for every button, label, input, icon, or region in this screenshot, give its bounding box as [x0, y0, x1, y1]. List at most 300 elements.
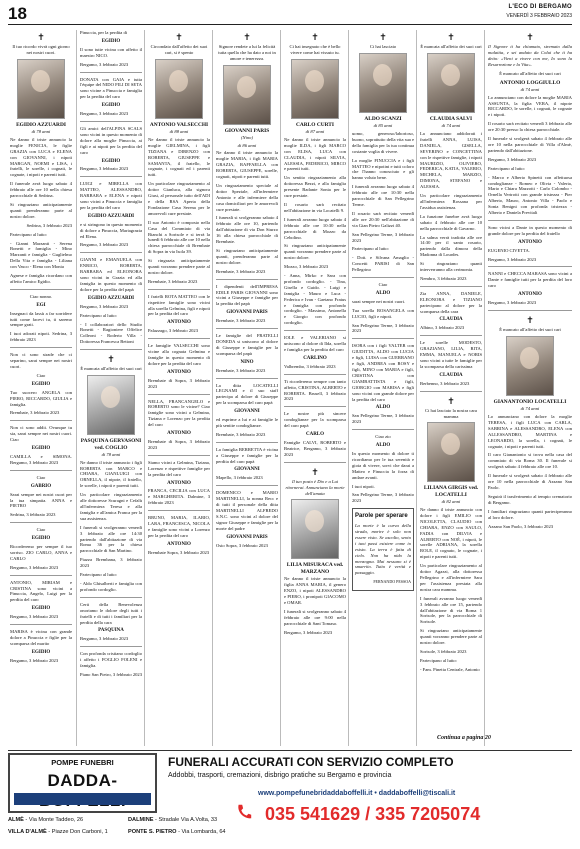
ceremony-text: Il funerale si svolgerà sabato 4 febbraio alle ore 10 nella parrocchiale di Villa d'Almè, partendo dall'abitazione.: [488, 136, 572, 153]
condolence-text: Pinuccia, per la perdita di: [80, 30, 128, 35]
ad-headline: FUNERALI ACCURATI CON SERVIZIO COMPLETO: [168, 755, 454, 769]
participants-list: - Anna, Mirko e Sara con profondo cordoglio. - Tina, Gisella e Guido. - Luigi e famiglia - Mauro e Luca - Federica e Ivan - Gaetano Fratus e famiglia con profondo cordoglio. - Massimo, Antonella e Giorgio con profondo cordoglio.: [284, 273, 346, 326]
condolence-text: Insegnaci da lassù a far sorridere tutti come facevi tu, ti saremo sempre grati.: [10, 310, 72, 328]
separator: [80, 597, 142, 598]
ceremony-text: Il funerale avrà luogo sabato 4 febbraio alle ore 10 nella chiesa parrocchiale di Sedrina.: [10, 181, 72, 199]
deceased-name: ALDO: [375, 443, 391, 449]
deceased-name: GIOVANNI PARIS: [226, 534, 268, 540]
thanks-text: Seguirà il trasferimento al tempio crematorio di Bergamo.: [488, 493, 572, 505]
deceased-name: LILIANA GIRGIS ved. LOCATELLI: [423, 485, 479, 498]
deceased-name: EGIDIO: [31, 606, 51, 612]
separator: [216, 485, 278, 486]
column-3: [148, 30, 210, 559]
phone-icon: [235, 803, 253, 821]
condolence-signature: Brembate di Sopra, 3 febbraio 2023: [148, 377, 210, 389]
closing-signature: San Pellegrino Terme, 3 febbraio 2023: [352, 231, 414, 243]
condolence-text: Le famiglie del FRATELLI DONEDA si uniscono al dolore di Giuseppe e famiglie per la scomparsa del papà: [216, 333, 278, 356]
column-rule: [348, 30, 349, 746]
condolence-signature: Bergamo, 3 febbraio 2023: [80, 61, 129, 67]
condolence-signature: Brembate, 3 febbraio 2023: [216, 318, 266, 324]
deceased-name: EGIDIO: [31, 381, 51, 387]
deceased-name: ANTONIO: [167, 541, 191, 547]
condolence-text: Agnese e famiglia ricordano con affetto l'amico Egidio.: [10, 273, 72, 284]
column-rule: [484, 30, 485, 746]
separator: [10, 347, 72, 348]
closing-signature: Sorisole, 3 febbraio 2023: [420, 648, 467, 654]
column-8: [488, 30, 572, 532]
condolence-text: NELLA, FRANCANGELO e ROBERTO sono le vicine? Ciao famiglie sono vicini a Gelmina, Tiziana e Lorenzo per la perdita del caro: [148, 398, 210, 428]
condolence-signature: Bergamo, 3 febbraio 2023: [10, 564, 59, 570]
deceased-name: EGIDIO AZZUARDI: [16, 121, 66, 128]
condolence-signature: Bergamo, 3 febbraio 2023: [10, 614, 59, 620]
column-rule: [144, 30, 145, 746]
portrait-photo: [291, 59, 339, 119]
deceased-name: ANTONIO: [167, 369, 191, 375]
deceased-name: PASQUINA GERVASONI ved. COGLIO: [80, 438, 142, 451]
condolence-signature: Palazzago, 3 febbraio 2023: [148, 328, 199, 334]
separator: [420, 391, 482, 392]
ceremony-text: Il funerale si svolgerà sabato 4 febbraio alle ore 10 nella parrocchiale di Azzano San Paolo.: [488, 473, 572, 490]
thanks-text: Un particolare ringraziamento all'infermiera Rossana per l'assidua assistenza.: [420, 193, 482, 210]
verse-text: Il Signore ti ha chiamato, stremato dalla malattia, e sei andato da Colui che ti ha detto: «Vieni a vivere con me, Io sono la Resurrezione e la Vita».: [488, 44, 572, 67]
thanks-text: Un particolare ringraziamento al dottor Agazzi, alla dottoressa Pellegrino e all'infermiere Sara per l'assistenza prestata alla nostra cara mamma.: [420, 563, 482, 592]
ceremony-text: I funerali avranno luogo venerdì 3 febbraio alle ore 15, partendo dall'abitazione di via Roma 1 Sorisole, per la parrocchiale di Sorisole.: [420, 595, 482, 625]
cross-icon: ✝: [107, 354, 115, 365]
column-rule: [280, 30, 281, 746]
thanks-text: Un ringraziamento speciale al dottor Speziale, all'infermiere Antonio e alle infermiere della casa domiciliari per le amorevoli cure prestate.: [216, 182, 278, 212]
condolence-signature: Brembate, 3 febbraio 2023: [216, 431, 266, 437]
condolence-signature: Bergamo, 3 febbraio 2023: [80, 636, 129, 642]
condolence-text: Certi della Benevolenza onoriamo le dolore degli tutti i fratelli e di tutti i familiari per la perdita della cara: [80, 601, 142, 625]
column-rule: [212, 30, 213, 746]
continued-note: Continua a pagina 20: [437, 735, 491, 741]
cross-icon: ✝: [526, 32, 534, 42]
condolence-text: Siamo vicini a Gelmina, Tiziana, Lorenzo e rispettive famiglie per la perdita del caro: [148, 459, 210, 477]
rosary-text: Il rosario sarà recitato venerdì 3 febbraio alle ore 20:30 presso la chiesa parrocchiale.: [488, 121, 572, 133]
funeral-home-logo: [8, 753, 157, 813]
portrait-photo: [17, 59, 65, 119]
condolence-signature: San Pellegrino Terme, 3 febbraio 2023: [352, 413, 414, 425]
condolence-signature: Brembate Sopra, 3 febbraio 2023: [148, 549, 210, 555]
address-location: DALMINE: [128, 817, 154, 823]
separator: [284, 406, 346, 407]
separator: [148, 510, 210, 511]
closing-signature: Sedrina, 3 febbraio 2023: [26, 222, 72, 228]
rosary-text: Il caro Gianantonio si trova nella casa del commiato di via Roma 30. Il funerale si svolgerà sabato 4 febbraio alle ore 10.: [488, 452, 572, 470]
deceased-name: CLAUDIA: [439, 372, 463, 378]
condolence-signature: Bergamo, 3 febbraio 2023: [10, 657, 59, 663]
condolence-text: Il sono tutte vicina con affetto il maestro NICO.: [80, 46, 142, 58]
closing-text: Si ringraziano anticipatamente quanti, prenderanno parte al nostro dolore.: [216, 248, 278, 265]
cross-icon: ✝: [175, 32, 183, 42]
quote-box-author: FERNANDO PESSOA: [373, 579, 411, 585]
deceased-name: EGIDIO AZZUARDI: [87, 295, 135, 301]
condolence-text: Ricorderemo per sempre il tuo sorriso. ZIO CARLO, ANNA e CARLO: [10, 544, 72, 561]
column-2: [80, 30, 142, 681]
condolence-text: La ditta LOCATELLI LEGNAMI e il suo staff partecipa al dolore di Giuseppe per la scomparsa del caro papà: [216, 382, 278, 406]
portrait-photo: [87, 375, 135, 435]
thanks-text: Un particolare ringraziamento al dottor Gianluca, alla signora Giusi, al personale tutto dell'ADI e della RSA Aperta della Fondazione Casa Serena per le amorevoli cure prestate.: [148, 181, 210, 216]
address-street: - Via Lombarda, 64: [178, 829, 226, 835]
portrait-photo: [291, 499, 339, 559]
announcement-text: Ne danno il triste annuncio la moglie MARIA, i figli MARIA GRAZIA, RAFFAELLA con ROBERTA, GIUSEPPE, sorelle, cognati, nipoti e parenti tutti.: [216, 150, 278, 180]
publication-date: VENERDÌ 3 FEBBRAIO 2023: [506, 13, 572, 19]
condolence-text: Zia ANNA, DANIELE, ELEONORA e TIZIANO partecipano al dolore per la scomparsa della cara: [420, 290, 482, 314]
address-villa-dalme: [8, 829, 108, 835]
condolence-signature: Albino, 3 febbraio 2023: [420, 325, 465, 331]
address-alme: [8, 817, 83, 823]
deceased-name: GABRIO: [30, 483, 52, 489]
separator: [284, 330, 346, 331]
cross-icon: ✝: [243, 32, 251, 42]
logo-stripe: [14, 793, 151, 805]
deceased-name: EGIDIO: [31, 649, 51, 655]
separator: [420, 286, 482, 287]
closing-text: Si ringraziano anticipatamente quanti vorranno prendere parte al nostro dolore.: [420, 628, 482, 646]
condolence-text: In questo momento di dolore ti ricordiamo per le tua serenità e gioia di vivere, sorvi che darai a Matteo e Finuccia la forza di andare avanti.: [352, 450, 414, 480]
intro-text: Signore rendete a lui la felicità tutta quella che ha dato a noi in amore e tenerezza.: [218, 44, 276, 61]
participants-title: Partecipano al lutto:: [80, 572, 117, 578]
condolence-signature: Bergamo, 3 febbraio 2023: [80, 166, 129, 172]
deceased-name: ANTONIO: [518, 292, 542, 298]
condolence-text: I fratelli ROTA MATTEO con le rispettive famiglie sono vicini alla sorella Gelmina, figli e nipoti per la perdita del caro: [148, 293, 210, 317]
portrait-photo: [427, 422, 475, 482]
condolence-text: Ciao: [36, 527, 46, 533]
separator: [80, 176, 142, 177]
address-location: VILLA D'ALMÈ: [8, 829, 47, 835]
condolence-signature: FRANCA, CECILIA con LUCA e MARGHERITA. Dalmine, 3 febbraio 2023: [148, 488, 210, 506]
separator: [488, 266, 572, 267]
announcement-text: Ne danno il triste annuncio la figlia ANNA MARIA, il genero ENZO, i nipoti ALESSANDRO e PIERO, i pronipoti GIACOMO e OMAR.: [284, 576, 346, 606]
announcement-text: La annunciano addolorati i fratelli ANNA, LUISA, DANIELA, GISELLA, SEVERINO e CONCETTINA con le rispettive famiglie, i nipoti MAURIZIO, OLIVIERO, FEDERICA, KATIA, VALERIO, MICHELA, MARZIO, DIMONA, STEFANO e ALESSIA.: [420, 131, 482, 190]
separator: [284, 462, 346, 463]
condolence-text: GIANNI e EMANUELA con ENRICO, ROBERTA, BARBARA ed ELEONORA sono vicini in Grazia ed alla famiglia in questo momento di dolore per la perdita del papà: [80, 257, 142, 292]
closing-signature: Brembate, 3 febbraio 2023: [216, 268, 266, 274]
deceased-age: di 88 anni: [169, 129, 189, 135]
separator: [80, 72, 142, 73]
condolence-signature: Mapello, 3 febbraio 2023: [216, 475, 263, 481]
condolence-text: NANNI e CHECCA MARASA sono vicini a Dante e famiglie tutti per la perdita del loro caro: [488, 271, 572, 289]
deceased-name: EGIDIO: [31, 536, 51, 542]
condolence-signature: Bergamo, 3 febbraio 2023: [80, 242, 129, 248]
closing-signature: Nembro, 3 febbraio 2023: [420, 275, 467, 281]
intro-text: È mancata all'affetto dei suoi cari: [420, 44, 482, 49]
ceremony-text: Il suo Antonio è composto nella Casa del Commiato di via Bianchi a Sorisole e si terrà la lunedì 6 febbraio alle ore 10 nella chiesa parrocchiale di Brembate di Sopra in via Isola 39.: [148, 219, 210, 255]
deceased-name: ANTONIO: [167, 480, 191, 486]
separator: [216, 378, 278, 379]
thanks-text: Un sentito ringraziamento alla dottoressa Bezzi, e alla famiglia presente Badante Sonia per le cure prestate.: [284, 175, 346, 199]
announcement-text: Ne danno il triste annuncio la moglie GIELMINA, i figli TIZIANA e DIRENZO con ROBERTA, GIUSEPPE e SAMANTA, il fratello, le cognate, i cognati ed i parenti tutti.: [148, 136, 210, 178]
ad-phone-numbers[interactable]: 035 541629 / 335 7205074: [265, 804, 481, 824]
separator: [148, 455, 210, 456]
announcement-text: Lo annunciano con dolore la moglie MARIA ASSUNTA, la figlia VERA, il nipote RICCARDO, le sorelle, i cognati, le cognate e i nipoti.: [488, 94, 572, 118]
deceased-name: PASQUINA: [98, 628, 124, 634]
closing-text: Si ringraziano anticipatamente quanti prenderanno parte al nostro dolore.: [10, 201, 72, 219]
separator: [148, 394, 210, 395]
separator: [420, 335, 482, 336]
cross-icon: ✝: [526, 315, 534, 325]
address-ponte-san-pietro: [128, 829, 226, 835]
page-number: 18: [8, 4, 27, 23]
ad-tagline: Addobbi, trasporti, cremazioni, disbrigo pratiche su Bergamo e provincia: [168, 772, 392, 779]
condolence-signature: Famiglie CALVI, ROBERTO e Beatrice, Bergamo, 3 febbraio 2023: [284, 439, 346, 457]
condolence-text: I tuoi nipoti.: [352, 483, 375, 489]
deceased-name: ALDO: [375, 405, 391, 411]
address-street: - Stradale Via A.Volta, 33: [155, 817, 218, 823]
announcement-text: Lo annunciano con dolore la moglie TERESA, i figli LUCA con CARLA, SABRINA e ALESSANDRO, ELENA con ALLESSANDRO, MARTINA e LEONARDO, la sorella, i cognati, le cognate, i nipoti e parenti tutti.: [488, 414, 572, 449]
closing-signature: Bergamo, 3 febbraio 2023: [488, 156, 537, 162]
condolence-signature: Valbrembo, 3 febbraio 2023: [284, 363, 336, 369]
separator: [10, 522, 72, 523]
deceased-name: EGIDIO AZZUARDI: [87, 213, 135, 219]
deceased-age: di 78 anni: [31, 129, 51, 135]
condolence-text: ed esprime a lui e ai famiglie le più sentite condoglianze.: [216, 417, 278, 428]
separator: [284, 374, 346, 375]
condolence-text: Ciao: [36, 372, 46, 378]
deceased-age: di 74 anni: [520, 87, 540, 93]
deceased-name: EGIDIO: [101, 38, 121, 44]
participants-title: Partecipano al lutto:: [420, 657, 457, 663]
deceased-name: CARLINO: [303, 355, 327, 361]
condolence-text: LUIGI e MIRELLA con MATTEO, ALESSANDRO, BARBARA e ELENA e nipoti sono vicini a Pinuccia e famiglia per la perdita del caro: [80, 181, 142, 210]
separator: [488, 220, 572, 221]
deceased-name: GIOVANNI PARIS: [226, 310, 268, 316]
condolence-signature: Bergamo, 3 febbraio 2023: [80, 111, 129, 117]
closing-signature: Brembate, 3 febbraio 2023: [148, 278, 198, 284]
announcement-text: Ne danno il triste annuncio la moglie FENICIA, le figlie GRAZIA con LUCA e ELENA con GIOVANNI, i nipoti MARGAN, NOEMI e LISA, i fratelli, le sorelle, i cognati, le cognate, i nipoti e parenti tutti.: [10, 136, 72, 178]
column-5: [284, 30, 346, 639]
closing-text: Si ringraziano anticipatamente quanti vorranno prendere parte al nostro dolore.: [284, 243, 346, 261]
closing-text: Si ringraziano quanti interverranno alla cerimonia.: [420, 261, 482, 273]
address-location: PONTE S. PIETRO: [128, 829, 177, 835]
publication-name: L'ECO DI BERGAMO: [508, 4, 572, 10]
rosary-text: Il rosario sarà recitato venerdì alle ore 20:30 nell'abitazione di via Gian Pietro Galizzi 40.: [352, 210, 414, 228]
deceased-name: ALDO: [375, 290, 391, 296]
deceased-name: EGIDIO: [101, 158, 121, 164]
deceased-name: ANTONIO VALSECCHI: [149, 121, 209, 128]
deceased-name: ANTONIO LOGGIULLO: [499, 79, 561, 86]
condolence-text: ISORA con i figli VALTER con GIUDITTA, ALDO con LUCIA e figli, LUISA con GUERRANO e figli, ANDREA con ROSY e figli, MINO con MARIA e figli, CRISTINA con GIAMBATTISTA e figli, GIORGIO con MARISA e figli sono vicini con grande dolore per la perdita del caro: [352, 343, 414, 402]
deceased-name: EGIDIO: [101, 103, 121, 109]
condolence-text: ANTONIO, MIRIAM e CRISTINA sono vicini a Pinuccia, Angelo, Luigi per la perdita del caro: [10, 579, 72, 603]
quote-box-title: Parole per sperare: [355, 513, 408, 520]
deceased-name: LILIA MISURACA ved. MARZANO: [286, 562, 344, 575]
closing-signature: Bergamo, 3 febbraio 2023: [284, 629, 333, 635]
participants-list: - Gianni Marzanti - Serena Bonetti e famiglia - Mino Marzanti e famiglia - Guglielmo Della Vita e famiglia - Liliana con Vasco - Elena con Monia: [10, 240, 72, 270]
deceased-name: CARLO: [305, 432, 325, 438]
ceremony-text: I funerali si svolgeranno sabato 4 febbraio alle ore 9:00 nella parrocchiale di Sant Tomaso.: [284, 608, 346, 626]
participants-title: Partecipano al lutto:: [352, 246, 389, 252]
address-street: - Piazze Don Carboni, 1: [48, 829, 108, 835]
condolence-signature: San Pellegrino Terme, 3 febbraio 2023: [352, 492, 414, 504]
condolence-text: DONATA con GAIA e tutta l'équipe del NIDO FILI DI SETA sono vicine a Pinuccia e famiglia per la perdita del caro: [80, 76, 142, 100]
column-rule: [416, 30, 417, 746]
deceased-name: GIOVANNI: [234, 409, 260, 415]
page-header: [8, 2, 572, 25]
portrait-photo: [506, 336, 554, 396]
condolence-text: Sarai sempre nei nostri cuori per la tua simpatia. ANNA e PIETRO: [10, 491, 72, 509]
participants-list: - Fam. Pinetta Centrale, Antonio: [420, 666, 480, 672]
separator: [216, 328, 278, 329]
condolence-text: Le sorelle MODESTO, GRAZIANO, LILIA, RITA, EMMA, MANUELA e NORIS sono vicini a tutte le famiglie per la scomparsa della carissima: [420, 340, 482, 369]
separator: [80, 349, 142, 350]
condolence-signature: Bergamo, 3 febbraio 2023: [488, 300, 537, 306]
condolence-text: Con profonda cristiano cordoglio i affetto i FOGLIO FOLENI e famiglia.: [80, 651, 142, 669]
participants-title: Partecipano al lutto:: [80, 312, 117, 318]
condolence-text: e si stringono in questo momento di dolore a Pinuccia, Mariagrazia ed Elena.: [80, 221, 142, 239]
thanks-text: Un particolare ringraziamento alle dottoresse Scuragni e Cefalù all'infermiera Teresa e alla famiglia e all'amica Franca per la sua assistenza.: [80, 492, 142, 521]
column-4: [216, 30, 278, 551]
deceased-name: NINO: [240, 359, 254, 365]
intro-text: È mancato all'affetto dei suoi cari: [499, 70, 561, 76]
deceased-nickname: (Nino): [241, 135, 253, 141]
portrait-photo: [359, 53, 407, 113]
announcement-text: Ne danno il triste annuncio con dolore i figli EMILIO con NICOLETTA, CLAUDIO con CHIARA, ENZO con SAULO, FADIA con DILVIA e ALBERTO con NOÈ, i nipoti, le sorelle ADRIANA, la sorella ROLE, il cognato, le cognate, i nipoti e parenti tutti.: [420, 507, 482, 560]
logo-line-2: DADDA-: [47, 771, 118, 790]
deceased-name: GIOVANNI: [234, 467, 260, 473]
separator: [10, 470, 72, 471]
ceremony-text: I funerali si svolgeranno sabato 4 febbraio alle ore 10, partendo dall'abitazione di via Don Sturzo 16 alla chiesa parrocchiale di Brembate.: [216, 215, 278, 245]
ceremony-text: I funerali avranno luogo sabato 4 febbraio alle ore 10:30 nella parrocchiale di San Pellegrino Terme.: [352, 184, 414, 207]
separator: [10, 289, 72, 290]
column-rule: [76, 30, 77, 746]
condolence-text: I dipendenti dell'IMPRESA EDILE PARIS GIOVANNI sono vicini a Giuseppe e famiglie per la perdita del papà: [216, 283, 278, 307]
condolence-text: Ciao nonno.: [29, 293, 53, 299]
portrait-photo: [223, 65, 271, 125]
condolence-text: Ciao zio: [375, 434, 391, 440]
column-6: [352, 30, 414, 591]
condolence-signature: I tuoi adorati nipoti. Sedrina, 3 febbraio 2023: [10, 331, 72, 343]
ceremony-text: La funzione funebre avrà luogo sabato 4 febbraio alle ore 10 nella parrocchiale di Gavarno.: [420, 213, 482, 231]
address-location: ALMÈ: [8, 817, 24, 823]
ad-website-email[interactable]: www.pompefunebridaddaboffelli.it • daddaboffelli@tiscali.it: [258, 790, 456, 797]
cross-icon: ✝: [311, 466, 319, 477]
cross-icon: ✝: [379, 32, 387, 42]
condolence-text: Non ci sono addii. Ovunque tu sia, sarai sempre nei nostri cuori. Ciao: [10, 425, 72, 443]
separator: [216, 279, 278, 280]
deceased-age: di 86 anni: [237, 142, 257, 148]
cross-icon: ✝: [37, 32, 45, 42]
separator: [488, 310, 572, 311]
separator: [80, 121, 142, 122]
separator: [10, 420, 72, 421]
intro-text: Ci hai lasciato: [369, 44, 397, 49]
condolence-text: Ciao: [378, 282, 388, 288]
condolence-text: Sono vicini a Dante in questo momento di grande dolore per la perdita del fratello: [488, 224, 572, 236]
participants-list: - I collaboratori dello Studio Bonetti - Ragioniere Offelice Colleoni - Roderto Villa - Dottoressa Francesca Bettoni: [80, 321, 142, 345]
separator: [352, 277, 414, 278]
participants-list: - Marco e Alberto Spinetti con affettuosa condoglianze - Romeo e Olivia - Valeria, Mario e Chiara Mazzotti - Carlo Colombo - Ornella Vertrotti con grande tristezza - Pier Alberto, Mauro, Antonio Villa - Paolo e Sonia Benigni con profonda tristezza - Alberto e Daniela Previtali: [488, 174, 572, 216]
separator: [10, 624, 72, 625]
rosary-text: La salma verrà tradotta alle ore 14:30 per il santo rosario, partendo dalla dimora della Madonna di Lourdes.: [420, 234, 482, 258]
deceased-age: di 85 anni: [373, 123, 393, 129]
condolence-text: Ciao: [36, 474, 46, 480]
deceased-age: di 82 anni: [441, 499, 461, 505]
separator: [10, 575, 72, 576]
column-1: [10, 30, 72, 667]
intro-text: Circondato dall'affetto dei suoi cari, si è spento: [150, 44, 208, 55]
separator: [216, 442, 278, 443]
logo-line-1: POMPE FUNEBRI: [51, 758, 114, 767]
condolence-text: DOMENICO e MARIO MARTINELLI, la nonna Recc e di tutti il personale della ditta MARTINELLI ALFREDO S.N.C. sono vicini al dolore del signor Giuseppe e famiglie per la morte del padre: [216, 490, 278, 531]
condolence-signature: Brembate, 3 febbraio 2023: [10, 410, 60, 416]
condolence-signature: Piano San Pietro, 3 febbraio 2023: [80, 671, 143, 677]
condolence-text: sarai sempre nei nostri cuori.: [352, 298, 406, 304]
funeral-home-ad: [8, 750, 572, 845]
separator: [352, 429, 414, 430]
condolence-text: Tuo suocero ANGELA con PIERO, RICCARDO, GIULIA e famiglia.: [10, 389, 72, 407]
deceased-name: EGI: [36, 302, 46, 308]
rosary-text: Il rosario sarà recitato nell'abitazione in via Locatelli 9.: [284, 201, 346, 213]
condolence-text: IOLE e VALERIANO si uniscono al dolore di Ilda, sorella e famiglia per la perdita del caro: [284, 335, 346, 352]
announcement-text: Ne danno il triste annuncio i figli ROBERTA con MARCO e CHIARA, GIANLUIGI con ORNELLA, il nipote, il fratello, le sorelle, i nipoti e parenti tutti.: [80, 459, 142, 489]
deceased-age: di 74 anni: [441, 123, 461, 129]
column-7: [420, 30, 482, 676]
condolence-signature: Bergamo, 3 febbraio 2023: [80, 303, 129, 309]
condolence-signature: Bergamo, 3 febbraio 2023: [488, 256, 537, 262]
closing-signature: Mozzo, 3 febbraio 2023: [284, 264, 329, 270]
cross-icon: ✝: [447, 32, 455, 42]
cross-icon: ✝: [447, 395, 455, 406]
separator: [80, 646, 142, 647]
condolence-text: Tua sorella ROSANGELA con LUCIO, figli e nipoti.: [352, 307, 414, 319]
participants-title: Partecipano al lutto:: [10, 231, 47, 237]
condolence-signature: Berbenno, 3 febbraio 2023: [420, 380, 470, 386]
cross-icon: ✝: [311, 32, 319, 42]
condolence-signature: San Pellegrino Terme, 3 febbraio 2023: [352, 322, 414, 334]
condolence-signature: Osio Sopra, 3 febbraio 2023: [216, 542, 268, 548]
quote-box: [352, 508, 414, 591]
deceased-name: CLAUDIA: [439, 317, 463, 323]
deceased-age: di 74 anni: [520, 406, 540, 412]
condolence-signature: Sedrina, 3 febbraio 2023: [10, 512, 56, 518]
condolence-text: MARISA è vicina con grande dolore a Pinuccia e figlie per la scomparsa del marito: [10, 629, 72, 646]
deceased-name: ANTONIO: [167, 431, 191, 437]
intro-text: È mancato all'affetto dei suoi cari: [499, 327, 561, 332]
participants-list: - Aldo Ghisalberti e famiglia con profondo cordoglio.: [80, 580, 142, 592]
condolence-signature: Brembate, 3 febbraio 2023: [216, 367, 266, 373]
intro-text: È mancata all'affetto dei suoi cari: [80, 366, 142, 372]
separator: [352, 338, 414, 339]
deceased-name: EGIDIO: [31, 446, 51, 452]
participants-list: - Dott. e Silvana Amaglio - Concetti PARISI di San Pellegrino: [352, 255, 414, 273]
condolence-text: Le nostre più sincere condoglianze per la scomparsa del caro papà: [284, 411, 346, 429]
closing-text: I familiari ringraziano quanti parteciperanno al loro dolore.: [488, 508, 572, 520]
ceremony-text: I funerali avranno luogo sabato 4 febbraio alle ore 10:30 nella parrocchiale di Mozzo da Cebolino.: [284, 216, 346, 240]
verse-text: Ci hai lasciato la nostra cara mamma: [425, 407, 477, 419]
deceased-age: di 78 anni: [101, 452, 121, 458]
portrait-photo: [155, 59, 203, 119]
deceased-age: di 87 anni: [305, 129, 325, 135]
separator: [148, 338, 210, 339]
intro-text: Il tuo ricordo vivrà ogni giorno nei nostri cuori.: [12, 44, 70, 55]
address-street: - Via Monte Taddeo, 26: [25, 817, 84, 823]
deceased-name: ANTONIO: [518, 239, 542, 245]
portrait-photo: [427, 53, 475, 113]
closing-signature: Piazza Brembana, 3 febbraio 2023: [80, 557, 142, 569]
closing-signature: Azzano San Paolo, 3 febbraio 2023: [488, 523, 554, 529]
deceased-name: ANTONIO: [167, 320, 191, 326]
condolence-text: Ti ricorderemo sempre con tanto affetto, CRISTINA, ALBERTO e ROBERTA. Brusell, 3 febbraio 2023: [284, 378, 346, 402]
condolence-text: EUGENIO CIVETTA.: [488, 247, 530, 253]
condolence-text: Le famiglie VALSECCHI sono vicine alla cognata Gelmina e famiglie in questo momento di dolore per la perdita del caro: [148, 343, 210, 366]
deceased-name: GIANANTONIO LOCATELLI: [493, 398, 567, 405]
condolence-text: La famiglia BERRETTA è vicina a Giuseppe e famiglie per la perdita del caro papà: [216, 446, 278, 464]
separator: [148, 289, 210, 290]
announcement-text: uomo, generoso/laborioso, buono, soprattutto della vita sua e della famiglia per la tua continua costante voglia di vivere.: [352, 131, 415, 154]
address-dalmine: [128, 817, 217, 823]
condolence-signature: CAMILLA e SIMONA. Bergamo, 3 febbraio 2023: [10, 453, 72, 465]
